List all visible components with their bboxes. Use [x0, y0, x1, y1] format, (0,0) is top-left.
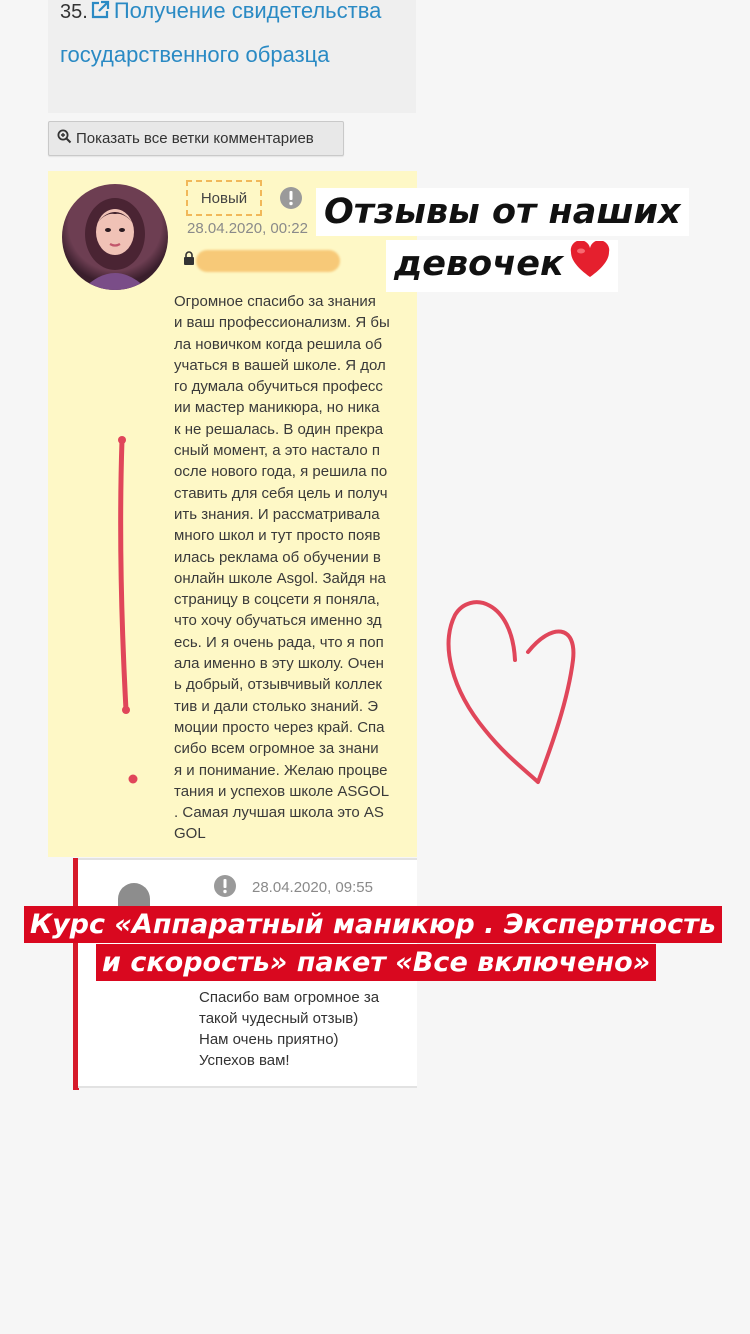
reply-date: 28.04.2020, 09:55 [252, 879, 373, 896]
dot-doodle [129, 775, 138, 784]
story-title-line-2: девочек [394, 244, 564, 284]
course-caption-line-1: Курс «Аппаратный маникюр . Экспертность [24, 906, 722, 943]
comment-date: 28.04.2020, 00:22 [187, 220, 308, 237]
course-caption-line-2: и скорость» пакет «Все включено» [96, 944, 656, 981]
dot-doodle [118, 436, 126, 444]
show-all-comments-label: Показать все ветки комментариев [76, 130, 314, 147]
new-badge: Новый [186, 180, 262, 216]
vertical-line-doodle [121, 440, 126, 710]
dot-doodle [122, 706, 130, 714]
heart-doodle-icon [449, 602, 574, 782]
lesson-number: 35. [60, 1, 88, 23]
comment-text: Огромное спасибо за знания и ваш профессионализм. Я бы ла новичком когда решила об учаться в вашей школе. Я дол го думала обучиться професс ии мастер маникюра, но ника к не решалась. В один прекра сный момент, а это настало п осле нового года, я решила по ставить для себя цель и получ ить знания. И рассматривала много школ и тут просто появ илась реклама об обучении в онлайн школе Asgol. Зайдя на страницу в соцсети я поняла, что хочу обучаться именно зд есь. И я очень рада, что я поп ала именно в эту школу. Очен ь добрый, отзывчивый коллек тив и дали столько знаний. Э моции просто через край. Спа сибо всем огромное за знани я и понимание. Желаю процве тания и успехов школе ASGOL . Самая лучшая школа это AS GOL [174, 293, 390, 843]
story-title-line-1: Отзывы от наших [316, 188, 689, 236]
reply-text: Спасибо вам огромное за такой чудесный отзыв) Нам очень приятно) Успехов вам! [199, 989, 380, 1069]
lesson-title: Получение свидетельства государственного образца [60, 0, 382, 67]
